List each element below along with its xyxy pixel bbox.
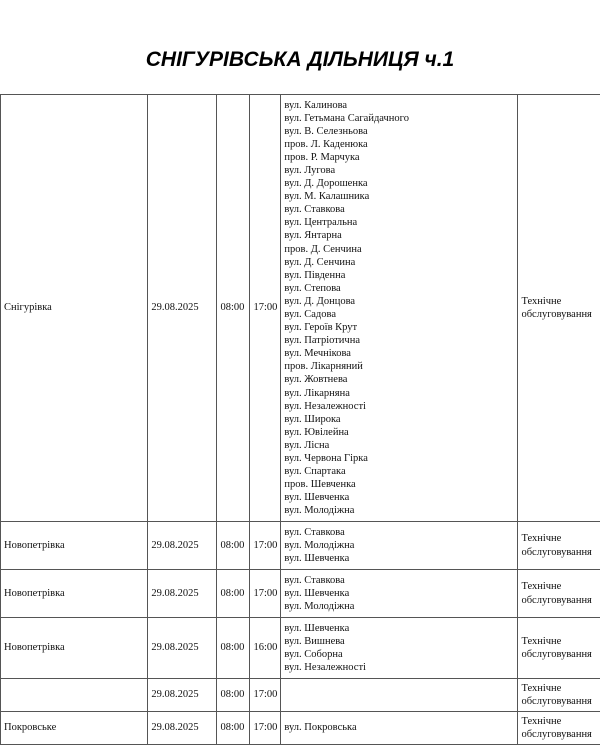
- street-item: вул. Мечнікова: [284, 347, 515, 360]
- end-time-cell: 17:00: [250, 679, 281, 712]
- street-item: вул. Лісна: [284, 439, 515, 452]
- street-item: вул. Південна: [284, 269, 515, 282]
- start-time-cell: 08:00: [217, 95, 250, 522]
- date-cell: 29.08.2025: [148, 618, 217, 679]
- street-item: вул. Покровська: [284, 721, 515, 734]
- street-item: вул. Ювілейна: [284, 426, 515, 439]
- service-type-cell: Технічне обслуговування: [518, 679, 600, 712]
- street-item: вул. Степова: [284, 282, 515, 295]
- settlement-cell: [1, 679, 148, 712]
- street-item: вул. Молодіжна: [284, 504, 515, 517]
- street-item: вул. Д. Донцова: [284, 295, 515, 308]
- start-time-cell: 08:00: [217, 570, 250, 618]
- end-time-cell: 17:00: [250, 522, 281, 570]
- street-item: вул. Янтарна: [284, 229, 515, 242]
- street-item: вул. Центральна: [284, 216, 515, 229]
- service-type-cell: Технічне обслуговування: [518, 618, 600, 679]
- streets-cell: [281, 95, 518, 522]
- street-item: вул. Незалежності: [284, 661, 515, 674]
- service-type-cell: Технічне обслуговування: [518, 522, 600, 570]
- service-type-cell: Технічне обслуговування: [518, 95, 600, 522]
- street-item: вул. Шевченка: [284, 622, 515, 635]
- street-item: вул. Лікарняна: [284, 387, 515, 400]
- street-item: вул. Ставкова: [284, 526, 515, 539]
- streets-cell: [281, 679, 518, 712]
- settlement-cell: Новопетрівка: [1, 618, 148, 679]
- street-item: вул. Соборна: [284, 648, 515, 661]
- street-item: вул. Шевченка: [284, 491, 515, 504]
- street-item: пров. Д. Сенчина: [284, 243, 515, 256]
- street-item: вул. Молодіжна: [284, 600, 515, 613]
- date-cell: 29.08.2025: [148, 570, 217, 618]
- street-item: вул. Гетьмана Сагайдачного: [284, 112, 515, 125]
- street-item: вул. Ставкова: [284, 203, 515, 216]
- service-type-cell: Технічне обслуговування: [518, 570, 600, 618]
- settlement-cell: Покровське: [1, 712, 148, 745]
- street-item: вул. Д. Сенчина: [284, 256, 515, 269]
- table-row: [1, 95, 600, 522]
- street-item: пров. Шевченка: [284, 478, 515, 491]
- street-item: вул. Широка: [284, 413, 515, 426]
- date-cell: 29.08.2025: [148, 679, 217, 712]
- street-item: вул. Калинова: [284, 99, 515, 112]
- streets-cell: [281, 522, 518, 570]
- date-cell: 29.08.2025: [148, 712, 217, 745]
- streets-cell: [281, 618, 518, 679]
- page-title: СНІГУРІВСЬКА ДІЛЬНИЦЯ ч.1: [0, 48, 600, 72]
- street-item: вул. Червона Гірка: [284, 452, 515, 465]
- street-item: вул. Патріотична: [284, 334, 515, 347]
- street-item: пров. Р. Марчука: [284, 151, 515, 164]
- table-row: [1, 679, 600, 712]
- end-time-cell: 16:00: [250, 618, 281, 679]
- settlement-cell: Новопетрівка: [1, 570, 148, 618]
- street-item: вул. Лугова: [284, 164, 515, 177]
- street-item: вул. Вишнева: [284, 635, 515, 648]
- table-row: [1, 570, 600, 618]
- settlement-cell: Новопетрівка: [1, 522, 148, 570]
- table-row: [1, 522, 600, 570]
- start-time-cell: 08:00: [217, 618, 250, 679]
- start-time-cell: 08:00: [217, 712, 250, 745]
- table-body: [1, 95, 600, 745]
- street-item: вул. Незалежності: [284, 400, 515, 413]
- date-cell: 29.08.2025: [148, 95, 217, 522]
- street-item: вул. Шевченка: [284, 552, 515, 565]
- service-type-cell: Технічне обслуговування: [518, 712, 600, 745]
- settlement-cell: Снігурівка: [1, 95, 148, 522]
- end-time-cell: 17:00: [250, 712, 281, 745]
- table-row: [1, 618, 600, 679]
- street-item: вул. Садова: [284, 308, 515, 321]
- street-item: вул. В. Селезньова: [284, 125, 515, 138]
- street-item: вул. Жовтнева: [284, 373, 515, 386]
- outage-schedule-table: [0, 94, 600, 745]
- end-time-cell: 17:00: [250, 95, 281, 522]
- start-time-cell: 08:00: [217, 679, 250, 712]
- end-time-cell: 17:00: [250, 570, 281, 618]
- street-item: пров. Л. Каденюка: [284, 138, 515, 151]
- street-item: вул. Д. Дорошенка: [284, 177, 515, 190]
- streets-cell: [281, 570, 518, 618]
- street-item: вул. М. Калашника: [284, 190, 515, 203]
- street-item: вул. Спартака: [284, 465, 515, 478]
- table-row: [1, 712, 600, 745]
- streets-cell: [281, 712, 518, 745]
- street-item: вул. Шевченка: [284, 587, 515, 600]
- street-item: вул. Молодіжна: [284, 539, 515, 552]
- date-cell: 29.08.2025: [148, 522, 217, 570]
- street-item: вул. Ставкова: [284, 574, 515, 587]
- start-time-cell: 08:00: [217, 522, 250, 570]
- street-item: вул. Героїв Крут: [284, 321, 515, 334]
- street-item: пров. Лікарняний: [284, 360, 515, 373]
